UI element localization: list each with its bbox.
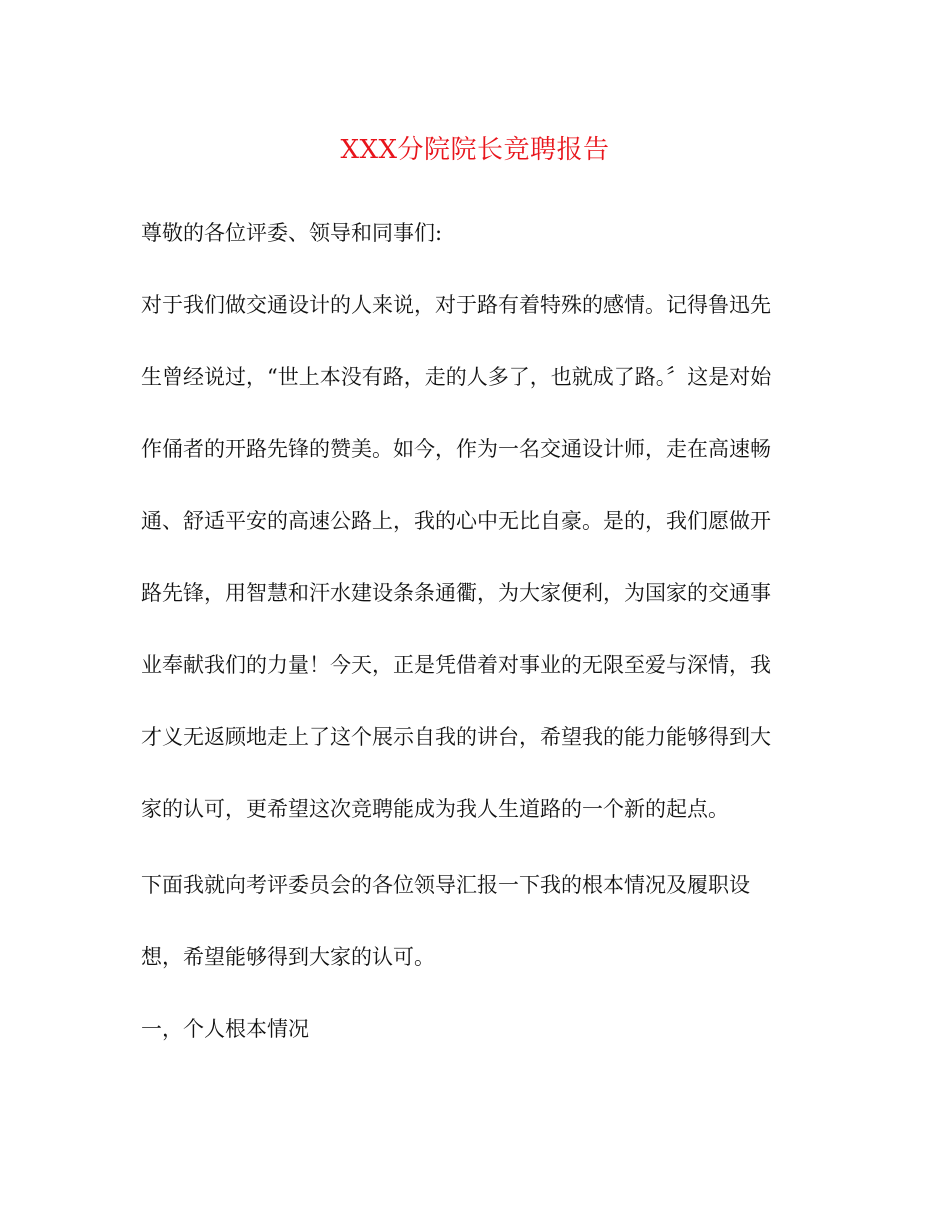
salutation-line: 尊敬的各位评委、领导和同事们: [141,221,443,245]
paragraph-line: 下面我就向考评委员会的各位领导汇报一下我的根本情况及履职设 [141,873,750,897]
paragraph-line: 才义无返顾地走上了这个展示自我的讲台，希望我的能力能够得到大 [141,725,771,749]
paragraph-line: 对于我们做交通设计的人来说，对于路有着特殊的感情。记得鲁迅先 [141,293,771,317]
document-title: XXX分院院长竞聘报告 [340,135,610,165]
paragraph-line: 作俑者的开路先锋的赞美。如今，作为一名交通设计师，走在高速畅 [141,437,771,461]
paragraph-line: 想，希望能够得到大家的认可。 [141,945,435,969]
paragraph-line: 业奉献我们的力量！今天，正是凭借着对事业的无限至爱与深情，我 [141,653,771,677]
paragraph-line: 家的认可，更希望这次竞聘能成为我人生道路的一个新的起点。 [141,797,729,821]
paragraph-line: 生曾经说过，“世上本没有路，走的人多了，也就成了路。〞这是对始 [141,365,772,389]
section-heading: 一，个人根本情况 [141,1017,309,1041]
paragraph-line: 路先锋，用智慧和汗水建设条条通衢，为大家便利，为国家的交通事 [141,581,771,605]
paragraph-line: 通、舒适平安的高速公路上，我的心中无比自豪。是的，我们愿做开 [141,509,771,533]
